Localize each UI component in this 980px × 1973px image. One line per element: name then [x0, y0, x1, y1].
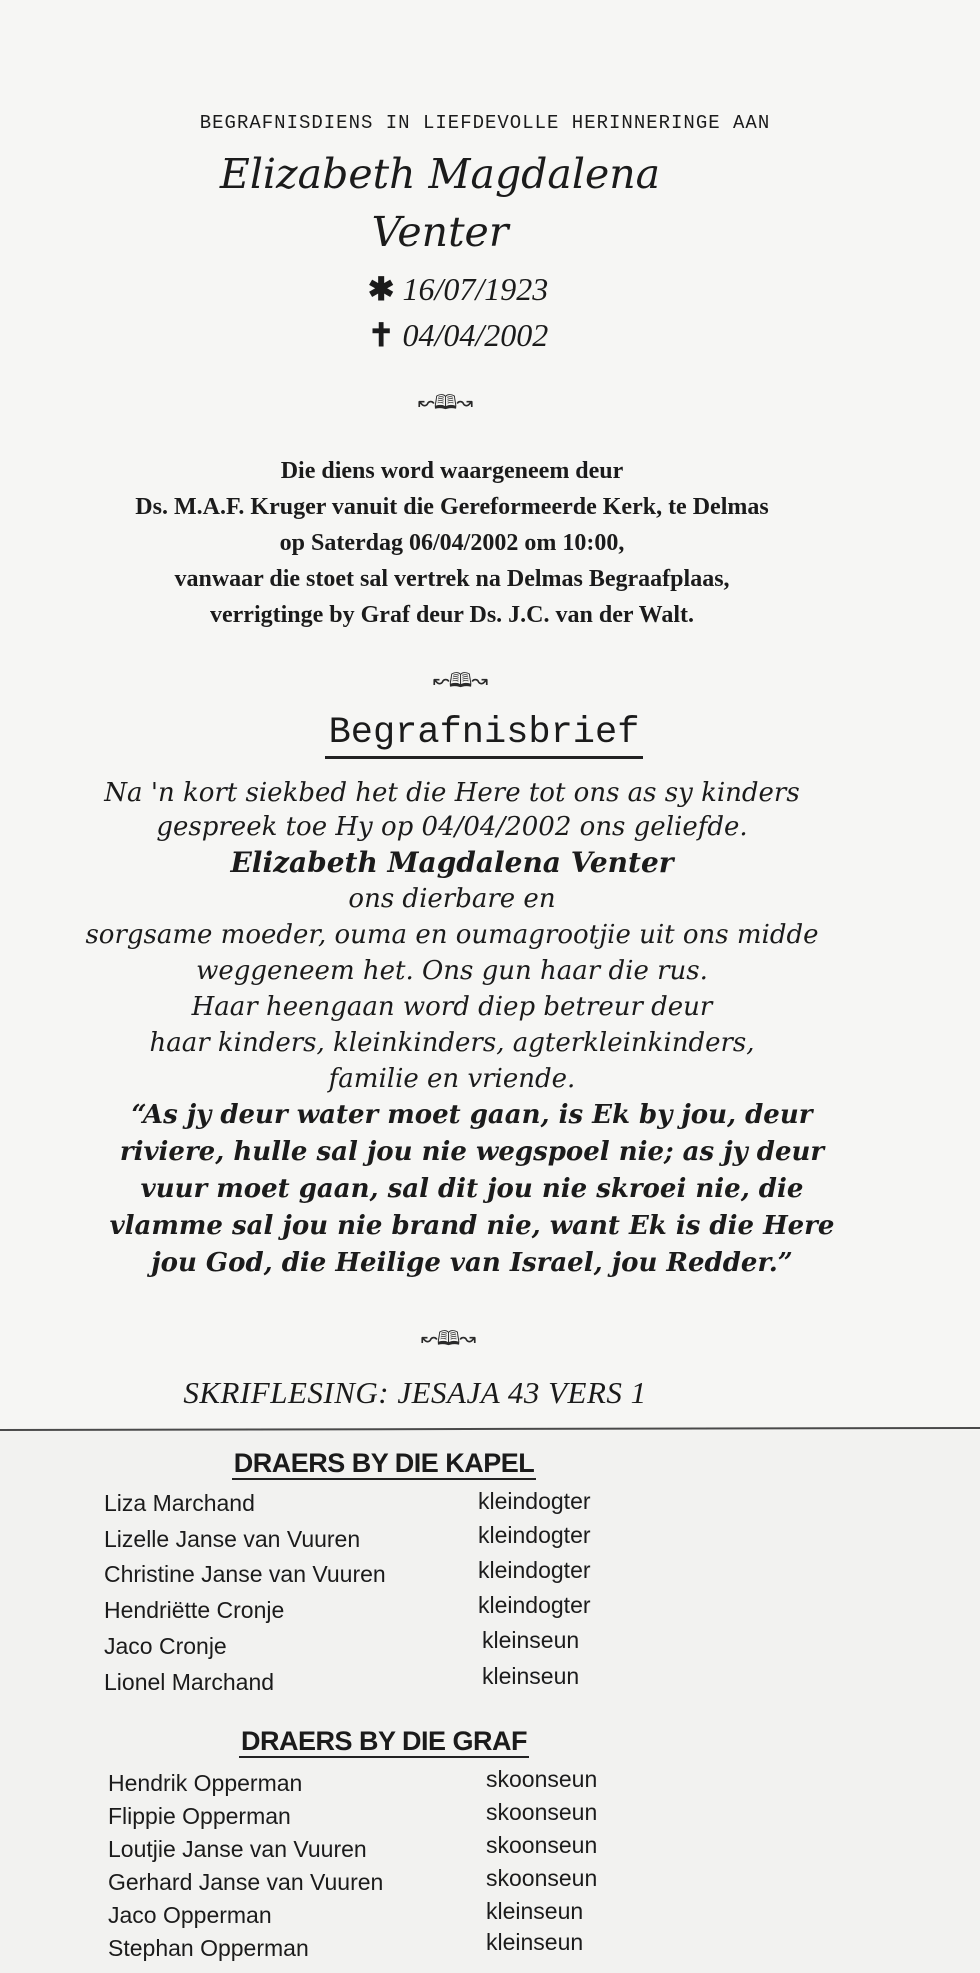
dedication-heading: BEGRAFNISDIENS IN LIEFDEVOLLE HERINNERINGE AAN [199, 112, 771, 134]
bearer-relation: kleindogter [478, 1488, 591, 1514]
brief-line: gespreek toe Hy op 04/04/2002 ons geliefde. [156, 812, 748, 842]
bearer-name: Liza Marchand [104, 1490, 255, 1516]
service-line: Die diens word waargeneem deur [280, 458, 624, 484]
cross-icon: ✝ [367, 317, 395, 353]
bearer-name: Loutjie Janse van Vuuren [108, 1836, 367, 1862]
bearer-relation: skoonseun [486, 1865, 598, 1891]
bearer-name: Lionel Marchand [104, 1669, 275, 1695]
bearer-relation: kleindogter [478, 1592, 591, 1618]
grave-bearers-heading: DRAERS BY DIE GRAF [240, 1726, 528, 1756]
scripture-reading: SKRIFLESING: JESAJA 43 VERS 1 [183, 1375, 647, 1410]
bearer-relation: kleinseun [486, 1929, 584, 1955]
bearer-name: Stephan Opperman [108, 1935, 309, 1961]
brief-line: Na 'n kort siekbed het die Here tot ons as sy kinders [104, 778, 800, 808]
bearer-name: Jaco Opperman [108, 1902, 272, 1928]
bearer-name: Christine Janse van Vuuren [104, 1561, 386, 1587]
bearer-relation: kleindogter [478, 1557, 591, 1583]
bearer-name: Lizelle Janse van Vuuren [104, 1526, 361, 1552]
bearer-relation: kleinseun [482, 1663, 580, 1689]
book-ornament-icon: ↜🕮↝ [432, 670, 488, 692]
star-icon: ✱ [367, 271, 395, 307]
scripture-quote-line: vlamme sal jou nie brand nie, want Ek is die Here [109, 1211, 835, 1241]
service-line: vanwaar die stoet sal vertrek na Delmas Begraafplaas, [174, 566, 730, 592]
brief-line: Haar heengaan word diep betreur deur [191, 992, 713, 1022]
scripture-quote-line: “As jy deur water moet gaan, is Ek by jou, deur [131, 1100, 813, 1130]
bearer-relation: kleindogter [478, 1522, 591, 1548]
bearer-relation: skoonseun [486, 1832, 598, 1858]
death-date-line [0, 316, 948, 354]
brief-line: ons dierbare en [348, 884, 556, 914]
brief-line: haar kinders, kleinkinders, agterkleinkinders, [149, 1028, 755, 1058]
bearer-relation: kleinseun [482, 1627, 580, 1653]
bearer-relation: skoonseun [486, 1799, 598, 1825]
scripture-quote-line: vuur moet gaan, sal dit jou nie skroei nie, die [140, 1174, 804, 1204]
brief-title: Begrafnisbrief [0, 712, 974, 754]
service-line: op Saterdag 06/04/2002 om 10:00, [279, 530, 625, 556]
bearer-name: Jaco Cronje [104, 1633, 227, 1659]
book-ornament-icon: ↜🕮↝ [420, 1328, 476, 1350]
birth-date: 16/07/1923 [402, 271, 549, 307]
brief-deceased-name: Elizabeth Magdalena Venter [230, 846, 674, 879]
brief-line: sorgsame moeder, ouma en oumagrootjie uit ons midde [85, 920, 819, 950]
bearer-name: Hendrik Opperman [108, 1770, 303, 1796]
death-date: 04/04/2002 [402, 317, 549, 353]
bearer-name: Flippie Opperman [108, 1803, 291, 1829]
deceased-name-line1: Elizabeth Magdalena [219, 150, 661, 198]
service-line: Ds. M.A.F. Kruger vanuit die Gereformeerde Kerk, te Delmas [135, 494, 769, 520]
scripture-quote-line: riviere, hulle sal jou nie wegspoel nie; as jy deur [119, 1137, 825, 1167]
book-ornament-icon: ↜🕮↝ [417, 392, 473, 414]
scripture-quote-line: jou God, die Heilige van Israel, jou Redder.” [151, 1248, 793, 1278]
deceased-name-line2: Venter [371, 208, 509, 256]
bearer-relation: kleinseun [486, 1898, 584, 1924]
bearer-name: Hendriëtte Cronje [104, 1597, 285, 1623]
service-line: verrigtinge by Graf deur Ds. J.C. van der Walt. [210, 602, 694, 628]
bearer-name: Gerhard Janse van Vuuren [108, 1869, 384, 1895]
brief-line: familie en vriende. [328, 1064, 576, 1094]
bearer-relation: skoonseun [486, 1766, 598, 1792]
brief-line: weggeneem het. Ons gun haar die rus. [196, 956, 708, 986]
chapel-bearers-heading: DRAERS BY DIE KAPEL [233, 1448, 535, 1478]
birth-date-line [0, 270, 948, 308]
